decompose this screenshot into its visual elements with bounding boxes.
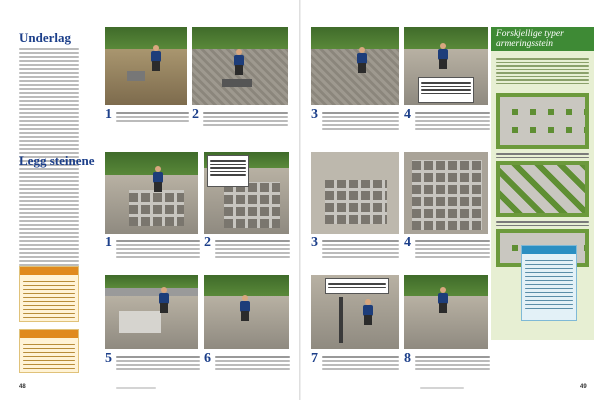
sidebar-photo-2 <box>496 161 589 217</box>
sidebar-title-bar <box>491 27 594 51</box>
photo-legg-step-8 <box>404 275 488 349</box>
caption-legg-step-3 <box>311 236 399 270</box>
step-number: 3 <box>311 235 318 250</box>
photo-legg-step-1 <box>105 152 198 234</box>
tip-box-tips <box>19 329 79 373</box>
photo-legg-step-5 <box>105 275 198 349</box>
footer-left <box>116 385 156 391</box>
step-number: 4 <box>404 235 411 250</box>
photo-legg-step-4 <box>404 152 488 234</box>
caption-legg-step-6 <box>204 352 290 382</box>
tip-box-viktig <box>19 266 79 322</box>
verktoy-header <box>522 246 576 254</box>
caption-legg-step-5 <box>105 352 200 382</box>
photo-underlag-step-4 <box>404 27 488 105</box>
caption-legg-step-8 <box>404 352 490 382</box>
step-number: 7 <box>311 351 318 366</box>
caption-legg-step-1 <box>105 236 200 270</box>
step-number: 8 <box>404 351 411 366</box>
step-number: 6 <box>204 351 211 366</box>
photo-legg-step-2 <box>204 152 289 234</box>
tip-header <box>20 267 78 275</box>
caption-legg-step-4 <box>404 236 490 270</box>
caption-underlag-step-3 <box>311 108 399 140</box>
caption-underlag-step-2 <box>192 108 288 134</box>
step-number: 3 <box>311 107 318 122</box>
sidebar-caption-1 <box>496 151 589 160</box>
section-title-legg-steinene: Legg steinene <box>19 153 95 168</box>
caption-underlag-step-4 <box>404 108 490 140</box>
sidebar-intro-text <box>496 56 589 86</box>
footer-right <box>420 385 464 391</box>
caption-legg-step-7 <box>311 352 399 382</box>
photo-legg-step-7 <box>311 275 399 349</box>
photo-annotation-box <box>207 155 249 187</box>
page-number-right: 49 <box>580 384 587 390</box>
sidebar-photo-1 <box>496 93 589 149</box>
photo-annotation-box <box>325 278 389 294</box>
step-number: 1 <box>105 235 112 250</box>
step-number: 2 <box>192 107 199 122</box>
photo-annotation-box <box>418 77 474 103</box>
photo-legg-step-3 <box>311 152 399 234</box>
step-number: 5 <box>105 351 112 366</box>
photo-underlag-step-2 <box>192 27 288 105</box>
photo-legg-step-6 <box>204 275 289 349</box>
caption-underlag-step-1 <box>105 108 189 134</box>
caption-legg-step-2 <box>204 236 290 270</box>
section-title-underlag: Underlag <box>19 30 71 45</box>
sidebar-caption-2 <box>496 219 589 228</box>
photo-underlag-step-3 <box>311 27 399 105</box>
verktoy-box <box>521 245 577 321</box>
step-number: 2 <box>204 235 211 250</box>
sidebar-title: Forskjellige typer armeringsstein <box>496 29 564 49</box>
step-number: 1 <box>105 107 112 122</box>
page-number-left: 48 <box>19 384 26 390</box>
tip-header <box>20 330 78 338</box>
photo-underlag-step-1 <box>105 27 187 105</box>
step-number: 4 <box>404 107 411 122</box>
legg-body-text <box>19 170 79 268</box>
